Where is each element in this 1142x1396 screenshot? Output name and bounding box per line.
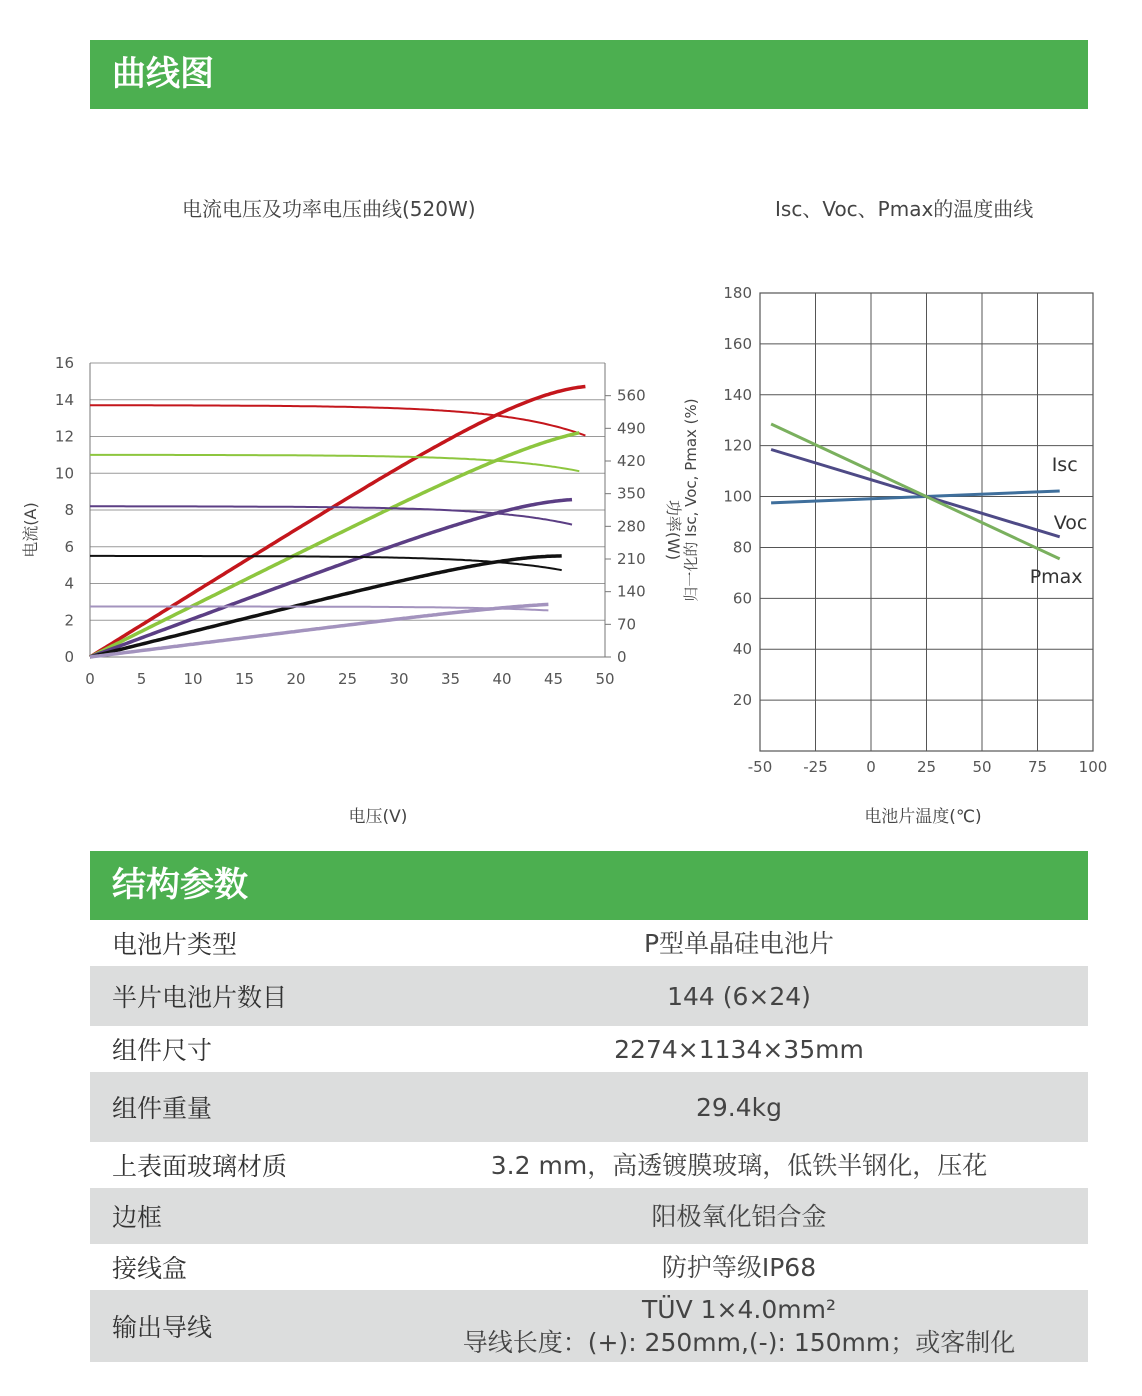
temp-x-axis-label: 电池片温度(℃) <box>864 807 982 827</box>
iv-y-tick-label: 8 <box>64 501 74 519</box>
spec-label: 半片电池片数目 <box>112 983 288 1012</box>
iv-y-tick-label: 4 <box>64 574 74 593</box>
spec-value <box>390 980 1088 1013</box>
iv-y-right-axis-label: 功率(W) <box>664 499 683 561</box>
spec-label: 接线盒 <box>112 1254 188 1283</box>
pv-curve-iv-600 <box>90 500 572 657</box>
temp-series-label-isc: Isc <box>1051 453 1078 476</box>
iv-y-tick-label: 12 <box>54 427 74 446</box>
iv-y-tick-label: 6 <box>64 537 74 556</box>
spec-row <box>90 1142 1088 1188</box>
spec-label: 输出导线 <box>112 1313 213 1342</box>
iv-chart-title: 电流电压及功率电压曲线(520W) <box>182 197 476 221</box>
spec-row <box>90 1188 1088 1244</box>
spec-value <box>390 1200 1088 1233</box>
iv-x-tick-label: 0 <box>85 670 95 688</box>
spec-value-line: P型单晶硅电池片 <box>643 928 835 958</box>
curves-section-header: 曲线图 <box>90 40 1088 109</box>
iv-y-right-tick-label: 70 <box>617 615 637 634</box>
spec-label: 组件尺寸 <box>112 1036 213 1065</box>
iv-y-tick-label: 0 <box>64 648 74 666</box>
iv-chart <box>0 330 700 840</box>
iv-x-axis-label: 电压(V) <box>348 807 408 827</box>
temp-x-tick-label: -25 <box>803 758 828 776</box>
spec-value <box>390 1149 1088 1182</box>
temp-series-label-voc: Voc <box>1053 511 1088 534</box>
temp-series-label-pmax: Pmax <box>1029 565 1083 588</box>
spec-value-line: 导线长度：(+): 250mm,(-): 150mm；或客制化 <box>462 1328 1016 1357</box>
pv-curve-iv-800 <box>90 433 579 657</box>
iv-x-tick-label: 20 <box>286 670 306 688</box>
spec-label: 电池片类型 <box>112 930 238 959</box>
iv-x-tick-label: 40 <box>492 670 512 688</box>
iv-x-tick-label: 5 <box>136 670 147 688</box>
temp-x-tick-label: 75 <box>1027 758 1048 776</box>
iv-y-right-tick-label: 350 <box>617 484 646 503</box>
temp-y-tick-label: 140 <box>723 385 752 404</box>
temp-y-tick-label: 100 <box>723 487 752 506</box>
spec-label: 边框 <box>112 1203 163 1232</box>
temp-y-tick-label: 60 <box>732 589 752 608</box>
temp-x-tick-label: -50 <box>747 758 773 776</box>
temp-y-tick-label: 180 <box>723 284 752 302</box>
spec-value <box>390 1293 1088 1359</box>
spec-value-line: TÜV 1×4.0mm² <box>642 1295 836 1324</box>
temp-y-tick-label: 20 <box>732 691 752 710</box>
iv-x-tick-label: 15 <box>234 670 255 688</box>
temp-chart-title: Isc、Voc、Pmax的温度曲线 <box>775 197 1034 221</box>
temp-y-tick-label: 40 <box>732 640 752 659</box>
spec-value <box>390 927 1088 960</box>
iv-y-tick-label: 2 <box>64 611 74 630</box>
spec-row <box>90 1026 1088 1072</box>
temp-y-tick-label: 160 <box>723 334 752 353</box>
temp-y-axis-label: 归一化的 Isc, Voc, Pmax (%) <box>682 398 700 602</box>
temp-x-tick-label: 0 <box>866 758 876 776</box>
temp-x-tick-label: 25 <box>916 758 937 776</box>
temp-x-tick-label: 100 <box>1078 758 1108 776</box>
temp-y-tick-label: 80 <box>732 538 752 557</box>
iv-y-axis-label: 电流(A) <box>21 502 40 558</box>
spec-label: 组件重量 <box>112 1094 213 1123</box>
temp-x-tick-label: 50 <box>972 758 992 776</box>
spec-row <box>90 1244 1088 1290</box>
iv-y-right-tick-label: 210 <box>617 550 646 568</box>
iv-y-right-tick-label: 420 <box>617 452 646 470</box>
spec-value-line: 144 (6×24) <box>667 981 811 1011</box>
iv-x-tick-label: 35 <box>440 670 461 688</box>
spec-value-line: 阳极氧化铝合金 <box>651 1201 827 1231</box>
iv-y-right-tick-label: 280 <box>617 517 646 536</box>
iv-x-tick-label: 30 <box>389 670 409 688</box>
iv-x-tick-label: 25 <box>337 670 358 688</box>
spec-row <box>90 1290 1088 1362</box>
iv-x-tick-label: 10 <box>183 670 203 688</box>
spec-value <box>390 1033 1088 1066</box>
iv-y-right-tick-label: 0 <box>617 648 627 666</box>
iv-y-tick-label: 16 <box>54 354 74 372</box>
spec-row <box>90 966 1088 1026</box>
iv-y-right-tick-label: 490 <box>617 419 646 438</box>
iv-y-right-tick-label: 140 <box>617 582 646 601</box>
iv-y-tick-label: 14 <box>54 390 74 409</box>
spec-value-line: 2274×1134×35mm <box>614 1034 864 1064</box>
iv-x-tick-label: 50 <box>595 670 615 688</box>
spec-value-line: 防护等级IP68 <box>661 1252 817 1282</box>
iv-y-tick-label: 10 <box>54 464 74 483</box>
temp-y-tick-label: 120 <box>723 436 752 455</box>
spec-row <box>90 920 1088 966</box>
spec-value <box>390 1251 1088 1284</box>
spec-label: 上表面玻璃材质 <box>112 1152 288 1181</box>
structure-section-header: 结构参数 <box>90 851 1088 920</box>
spec-value-line: 29.4kg <box>695 1092 782 1122</box>
spec-value <box>390 1091 1088 1124</box>
spec-value-line: 3.2 mm，高透镀膜玻璃，低铁半钢化，压花 <box>490 1150 988 1180</box>
iv-x-tick-label: 45 <box>543 670 564 688</box>
iv-y-right-tick-label: 560 <box>617 386 646 405</box>
temp-chart <box>670 270 1142 840</box>
spec-row <box>90 1072 1088 1142</box>
pv-curve-iv-1000 <box>90 387 585 658</box>
